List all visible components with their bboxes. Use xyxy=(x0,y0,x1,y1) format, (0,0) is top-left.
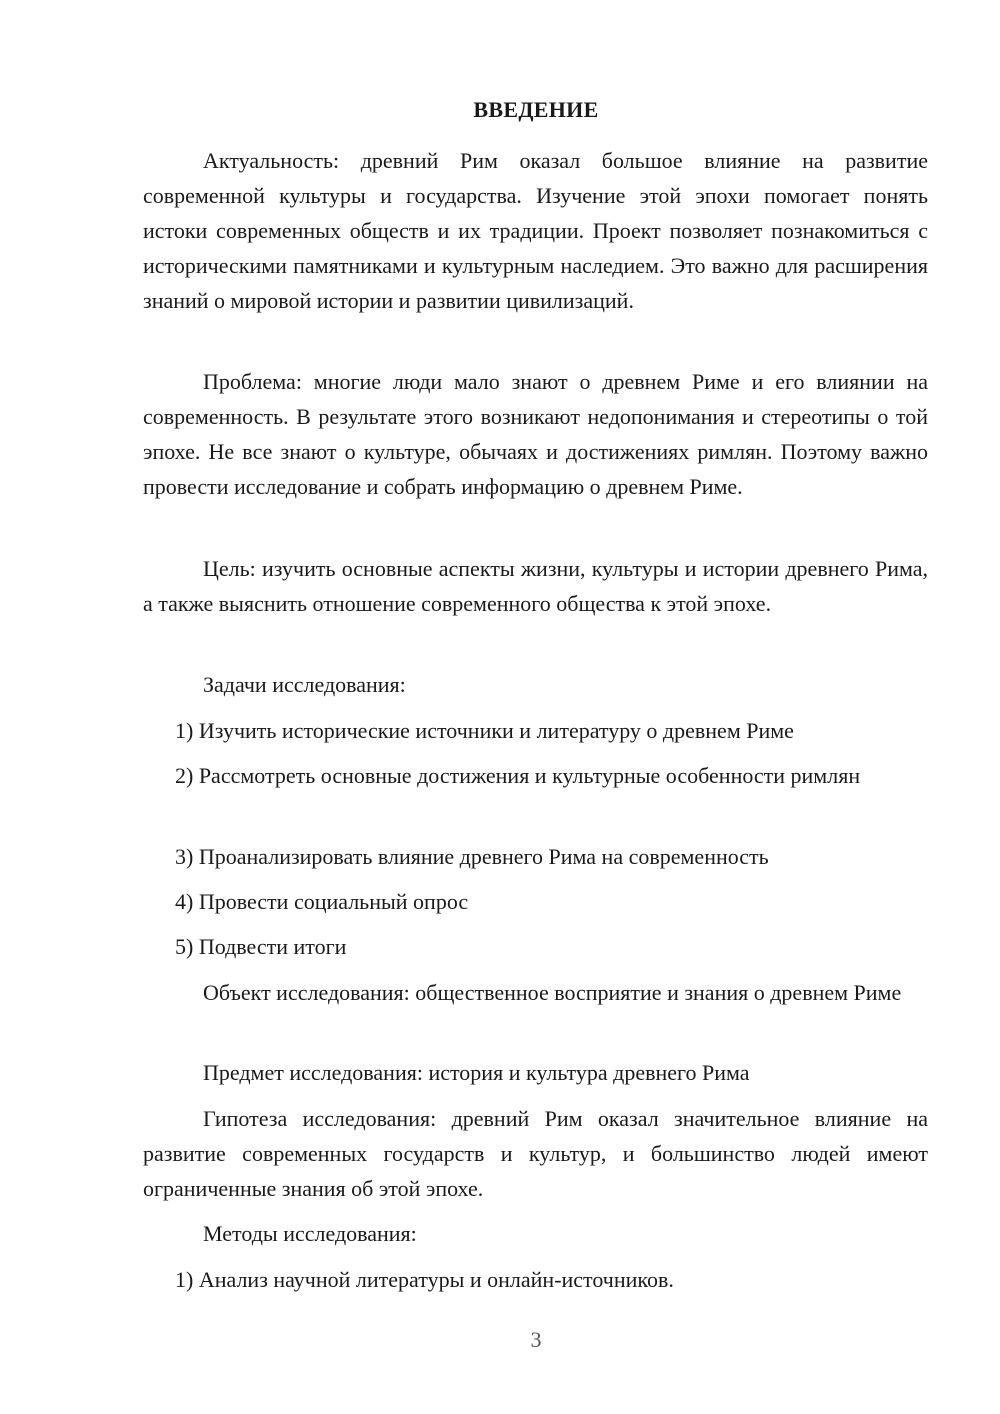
methods-heading: Методы исследования: xyxy=(203,1221,417,1246)
task-item-2: 2) Рассмотреть основные достижения и культурные особенности римлян xyxy=(175,763,861,788)
task-item-5: 5) Подвести итоги xyxy=(175,934,347,959)
paragraph-subject: Предмет исследования: история и культура древнего Рима xyxy=(203,1060,750,1085)
paragraph-object: Объект исследования: общественное восприятие и знания о древнем Риме xyxy=(203,980,902,1005)
paragraph-problem: Проблема: многие люди мало знают о древнем Риме и его влиянии на современность. В результате этого возникают недопонимания и стереотипы о той эпохе. Не все знают о культуре, обычаях и достижениях римлян. Поэтому важно провести исследование и собрать информацию о древнем Риме. xyxy=(143,369,928,499)
paragraph-hypothesis: Гипотеза исследования: древний Рим оказал значительное влияние на развитие современных государств и культур, и большинство людей имеют ограниченные знания об этой эпохе. xyxy=(143,1106,928,1201)
task-item-1: 1) Изучить исторические источники и литературу о древнем Риме xyxy=(175,718,794,743)
paragraph-goal: Цель: изучить основные аспекты жизни, культуры и истории древнего Рима, а также выяснить отношение современного общества к этой эпохе. xyxy=(143,556,928,616)
tasks-heading: Задачи исследования: xyxy=(203,672,406,697)
task-item-3: 3) Проанализировать влияние древнего Рима на современность xyxy=(175,844,769,869)
section-title: ВВЕДЕНИЕ xyxy=(473,97,599,122)
page-number: 3 xyxy=(530,1327,542,1352)
method-item-1: 1) Анализ научной литературы и онлайн-источников. xyxy=(175,1267,674,1292)
paragraph-relevance: Актуальность: древний Рим оказал большое влияние на развитие современной культуры и государства. Изучение этой эпохи помогает понять истоки современных обществ и их традиции. Проект позволяет познакомиться с историческими памятниками и культурным наследием. Это важно для расширения знаний о мировой истории и развитии цивилизаций. xyxy=(143,148,928,313)
task-item-4: 4) Провести социальный опрос xyxy=(175,889,469,914)
